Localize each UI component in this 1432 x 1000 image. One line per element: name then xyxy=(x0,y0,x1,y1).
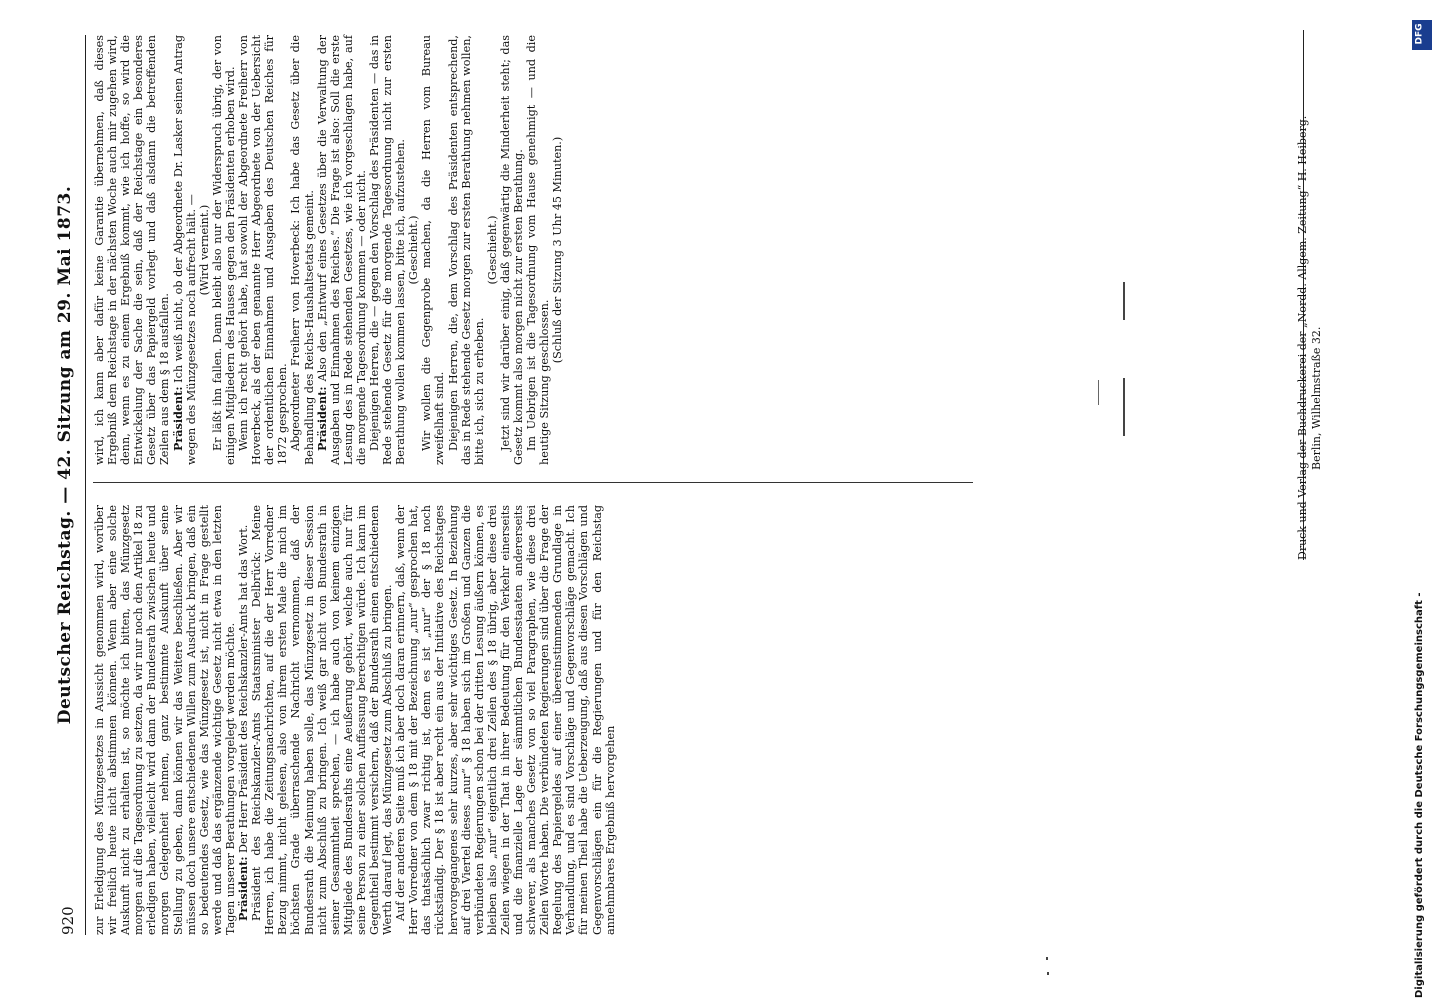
page-header xyxy=(55,35,81,935)
paragraph-text: wird, ich kann aber dafür keine Garantie übernehmen, daß dieses Ergebniß dem Reichstage in der nächsten Woche auch mir zugehen wird, denn, wenn es zu einem Ergebniß kommt, wie ich hoffe, so wird die Entwickelung der Sache die sein, daß der Reichstage ein besonderes Gesetz über das Papiergeld vorlegt und daß alsdann die betreffenden Zeilen aus dem § 18 ausfallen. xyxy=(93,35,172,465)
paragraph-text: Präsident des Reichskanzler-Amts Staatsminister Delbrück: Meine Herren, ich habe die Zeitungsnachrichten, auf die der Herr Vorredner Bezug nimmt, nicht gelesen, also von ihrem ersten Male die mich im höchsten Grade überraschende Nachricht vernommen, daß der Bundesrath die Meinung haben solle, das Münzgesetz in dieser Session nicht zum Abschluß zu bringen. Ich weiß gar nicht von Bundesrath in seiner Gesammtheit sprechen, — ich habe auch von keinem einzigen Mitgliede des Bundesraths eine Aeußerung gehört, welche auch nur für seine Person zu einer solchen Auffassung berechtigen würde. Ich kann im Gegentheil bestimmt versichern, daß der Bundesrath einen entschiedenen Werth darauf legt, das Münzgesetz zum Abschluß zu bringen. xyxy=(250,505,395,935)
paragraph xyxy=(499,35,525,465)
paragraph xyxy=(198,35,211,465)
imprint-line: Druck und Verlag der Buchdruckerei der „Nordd. Allgem. Zeitung“ H. Heiberg. xyxy=(1296,115,1309,560)
paragraph-text: (Geschieht.) xyxy=(407,215,421,285)
digitization-note: Digitalisierung gefördert durch die Deutsche Forschungsgemeinschaft - xyxy=(1414,592,1425,998)
paragraph xyxy=(525,35,551,465)
paragraph xyxy=(368,35,407,465)
paragraph-text: Im Uebrigen ist die Tagesordnung vom Hause genehmigt — und die heutige Sitzung geschlossen. xyxy=(525,35,552,465)
printer-imprint xyxy=(1296,116,1324,560)
paragraph xyxy=(420,35,446,465)
imprint-line: Berlin, Wilhelmstraße 32. xyxy=(1310,326,1323,470)
speaker-label: Präsident: xyxy=(170,386,185,451)
margin-mark xyxy=(1123,282,1125,320)
paragraph xyxy=(93,505,237,935)
paragraph-text: (Schluß der Sitzung 3 Uhr 45 Minuten.) xyxy=(551,136,565,364)
paragraph xyxy=(211,35,237,465)
paragraph-text: Diejenigen Herren, die — gegen den Vorschlag des Präsidenten — das in Rede stehende Gesetz für die morgende Tagesordnung nicht zur ersten Berathung wollen kommen lassen, bitte ich, aufzustehen. xyxy=(367,35,408,465)
paragraph xyxy=(237,505,250,935)
paragraph-text: Ich weiß nicht, ob der Abgeordnete Dr. Lasker seinen Antrag wegen des Münzgesetzes noch aufrecht hält. — xyxy=(171,35,198,465)
scan-speck xyxy=(1047,972,1049,975)
dfg-logo: DFG xyxy=(1412,20,1432,50)
paragraph xyxy=(551,35,564,465)
paragraph-text: zur Erledigung des Münzgesetzes in Aussicht genommen wird, worüber wir freilich heute nicht abstimmen können. Wenn aber eine solche Auskunft nicht zu erhalten ist, so möchte ich bitten, das Münzgesetz morgen auf die Tagesordnung zu setzen, da wir nur noch den Artikel 18 zu erledigen haben, vielleicht wird dann der Bundesrath zwischen heute und morgen Gelegenheit nehmen, ganz bestimmte Auskunft über seine Stellung zu geben, dann können wir das Weitere beschließen. Aber wir müssen doch unsere entschiedenen Willen zum Ausdruck bringen, daß ein so bedeutendes Gesetz, wie das Münzgesetz ist, nicht in Frage gestellt werde und daß das ergänzende wichtige Gesetz nicht etwa in den letzten Tagen unserer Berathungen vorgelegt werden möchte. xyxy=(93,505,237,935)
scan-speck xyxy=(1046,957,1048,960)
paragraph xyxy=(172,35,198,465)
paragraph-text: Jetzt sind wir darüber einig, daß gegenwärtig die Minderheit steht; das Gesetz kommt also morgen nicht zur ersten Berathung. xyxy=(498,35,525,465)
paragraph xyxy=(289,35,315,465)
paragraph-text: Auf der anderen Seite muß ich aber doch daran erinnern, daß, wenn der Herr Vorredner von dem § 18 mit der Bezeichnung „nur“ gesprochen hat, das thatsächlich zwar richtig ist, denn es ist „nur“ der § 18 noch rückständig. Der § 18 ist aber recht ein aus der Initiative des Reichstages hervorgegangenes sehr kurzes, aber sehr wichtiges Gesetz. In Beziehung auf drei Viertel dieses „nur“ § 18 haben sich im Großen und Ganzen die verbündeten Regierungen schon bei der dritten Lesung äußern können, es bleiben also „nur“ eigentlich drei Zeilen des § 18 übrig, aber diese drei Zeilen wiegen in der That in ihrer Bedeutung für den Verkehr einerseits und die finanzielle Lage der sämmtlichen Bundesstaaten andererseits schwerer, als manches Gesetz von so viel Paragraphen, wie diese drei Zeilen Worte haben. Die verbündeten Regierungen sind über die Frage der Regelung des Papiergeldes auf einer übereinstimmenden Grundlage in Verhandlung, und es sind Vorschläge und Gegenvorschläge gemacht. Ich für meinen Theil habe die Ueberzeugung, daß aus diesen Vorschlägen und Gegenvorschlägen ein für die Regierungen und für den Reichstag annehmbares Ergebniß hervorgehen xyxy=(394,505,617,935)
paragraph-text: Er läßt ihn fallen. Dann bleibt also nur der Widerspruch übrig, der von einigen Mitgliedern des Hauses gegen den Präsidenten erhoben wird. xyxy=(210,35,237,465)
paragraph xyxy=(447,35,486,465)
right-column xyxy=(93,35,564,465)
running-title: Deutscher Reichstag. — 42. Sitzung am 29. Mai 1873. xyxy=(55,185,75,725)
paragraph xyxy=(250,505,394,935)
paragraph-text: Wir wollen die Gegenprobe machen, da die Herren vom Bureau zweifelhaft sind. xyxy=(420,35,447,465)
column-divider xyxy=(93,482,973,483)
paragraph xyxy=(394,505,617,935)
paragraph xyxy=(93,35,172,465)
paragraph-text: Der Herr Präsident des Reichskanzler-Amts hat das Wort. xyxy=(237,524,251,857)
paragraph xyxy=(486,35,499,465)
speaker-label: Präsident: xyxy=(236,856,251,921)
paragraph-text: (Geschieht.) xyxy=(485,215,499,285)
paragraph-text: Wenn ich recht gehört habe, hat sowohl der Abgeordnete Freiherr von Hoverbeck, als der eben genannte Herr Abgeordnete von der Uebersicht der ordentlichen Einnahmen und Ausgaben des Deutschen Reiches für 1872 gesprochen. xyxy=(237,35,290,465)
paragraph xyxy=(316,35,368,465)
header-rule xyxy=(85,35,86,935)
paragraph-text: Also den „Entwurf eines Gesetzes über die Verwaltung der Ausgaben und Einnahmen des Reiches.“ Die Frage ist also: Soll die erste Lesung des in Rede stehenden Gesetzes, wie ich vorgeschlagen habe, auf die morgende Tagesordnung kommen — oder nicht. xyxy=(315,35,368,465)
paragraph-text: Abgeordneter Freiherr von Hoverbeck: Ich habe das Gesetz über die Behandlung des Reichs-Haushaltsetats gemeint. xyxy=(289,35,316,465)
speaker-label: Präsident: xyxy=(314,386,329,451)
margin-mark xyxy=(1098,380,1099,405)
paragraph xyxy=(237,35,289,465)
paragraph-text: Diejenigen Herren, die, dem Vorschlag des Präsidenten entsprechend, das in Rede stehende Gesetz morgen zur ersten Berathung nehmen wollen, bitte ich, sich zu erheben. xyxy=(446,35,486,465)
left-column xyxy=(93,505,617,935)
paragraph xyxy=(407,35,420,465)
margin-mark xyxy=(1123,378,1125,436)
paragraph-text: (Wird verneint.) xyxy=(197,204,211,296)
rotated-page xyxy=(55,35,985,935)
page-number: 920 xyxy=(59,906,77,935)
